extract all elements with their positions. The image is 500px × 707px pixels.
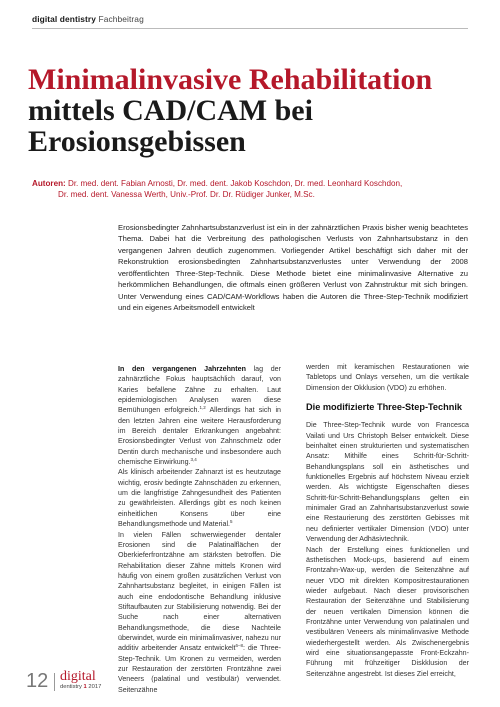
title-line-3: Erosionsgebissen (28, 125, 246, 158)
citation-ref: 6–8 (235, 643, 244, 649)
header-section: Fachbeitrag (98, 14, 144, 24)
header-divider (32, 28, 468, 29)
citation-ref: 5 (230, 519, 233, 525)
paragraph-text: : die Three-Step-Technik. Um Kronen zu vermeiden, werden zur Restauration der zerstörten Frontzähne zwei Veneers (palatinal und vestibulär) verwendet. Seitenzähne (118, 644, 281, 694)
paragraph: werden mit keramischen Restaurationen wie Tabletops und Onlays versehen, um die vertikale Dimension der Okklusion (VDO) zu erhöhen. (306, 363, 469, 392)
paragraph (118, 530, 281, 696)
title-line-1: Minimalinvasive Rehabilitation (28, 63, 433, 96)
paragraph-text: Allerdings hat sich in den letzten Jahren eine weitere Herausforderung im Bereich dentaler Erkrankungen angebahnt: Erosionsbedingter Verlust von Zahnschmelz oder Dentin durch mechanische und insbesondere auch chemische Einwirkung. (118, 406, 282, 467)
article-lead: Erosionsbedingter Zahnhartsubstanzverlust ist ein in der zahnärztlichen Praxis bisher wenig beachtetes Thema. Dabei hat die Verbreitung des pathologischen Verlusts von Zahnhartsubstanz in den vergangenen Jahren deutlich zugenommen. Vorliegender Artikel beschäftigt sich daher mit der Rekonstruktion erosionsbedingten Zahnhartsubstanzverlustes unter Verwendung der 2008 veröffentlichten Three-Step-Technik. Diese Methode bietet eine minimalinvasive Alternative zu herkömmlichen Behandlungen, die oftmals einen größeren Verlust von Zahnstruktur mit sich bringen. Unter Verwendung eines CAD/CAM-Workflows haben die Autoren die Three-Step-Technik modifiziert und ein eigenes Arbeitsmodell entwickelt (118, 223, 468, 313)
authors-line-2: Dr. med. dent. Vanessa Werth, Univ.-Prof. Dr. Dr. Rüdiger Junker, M.Sc. (58, 190, 315, 199)
author-list (32, 178, 472, 200)
logo-word-dentistry (60, 683, 120, 691)
logo-dentistry-text: dentistry (60, 684, 82, 690)
article-title (28, 64, 468, 157)
header-brand: digital dentistry (32, 14, 97, 24)
running-header (32, 14, 144, 24)
citation-ref: 1,2 (199, 405, 206, 411)
paragraph (118, 364, 281, 467)
authors-label: Autoren: (32, 179, 66, 188)
footer-divider (54, 673, 55, 691)
intro-bold-phrase: In den vergangenen Jahrzehnten (118, 365, 246, 373)
section-heading: Die modifizierte Three-Step-Technik (306, 402, 463, 413)
paragraph (118, 467, 281, 529)
body-column-left (118, 364, 281, 695)
magazine-logo (60, 670, 120, 691)
issue-number: 1 (83, 684, 87, 690)
citation-ref: 3,4 (190, 457, 197, 463)
logo-word-digital: digital (60, 669, 96, 684)
body-column-right (306, 362, 469, 679)
paragraph: Nach der Erstellung eines funktionellen und ästhetischen Mock-ups, basierend auf einem Frontzahn-Wax-up, werden die Seitenzähne auf neuer VDO mit direkten Kompositrestaurationen wieder aufgebaut. Nach dieser provisorischen Restauration der Seitenzähne und Stabilisierung der neuen vertikalen Dimension können die Frontzähne unter Verwendung von palatinalen und vestibulären Veneers als minimalinvasive Methode wiederhergestellt werden. Als Zwischenergebnis wird eine situationsangepasste Front-Eckzahn-Führung mit frühzeitiger Diskklusion der Seitenzähne angestrebt. Ist dieses Ziel erreicht, (306, 545, 469, 678)
paragraph-text: lag der zahnärztliche Fokus hauptsächlich darauf, von Karies befallene Zähne zu erhalten. Laut epidemiologischen Analysen waren diese Bemühungen erfolgreich. (118, 365, 281, 415)
authors-line-1: Dr. med. dent. Fabian Arnosti, Dr. med. dent. Jakob Koschdon, Dr. med. Leonhard Koschdon, (67, 179, 403, 188)
page-number: 12 (26, 670, 49, 692)
issue-year: 2017 (88, 684, 102, 690)
paragraph-text: Als klinisch arbeitender Zahnarzt ist es heutzutage wichtig, erosiv bedingte Zahnschäden zu erkennen, um die langfristige Zahngesundheit des Patienten zu gewährleisten. Allerdings gibt es noch keinen einheitlichen Konsens über eine Behandlungsmethode und Material. (118, 468, 281, 529)
title-line-2: mittels CAD/CAM bei (28, 94, 313, 127)
paragraph: Die Three-Step-Technik wurde von Francesca Vailati und Urs Christoph Belser entwickelt. Diese beinhaltet einen strukturierten und systematischen Ansatz: Mithilfe eines Schritt-für-Schritt-Behandlungsplans soll ein ästhetisches und funktionelles Ergebnis auf höchstem Niveau erzielt werden. Als wichtigste Eigenschaften dieses Schritt-für-Schritt-Behandlungsplans gelten ein minimaler Grad an Zahnhartsubstanzverlust sowie eine Restaurierung des zerstörten Gebisses mit neu definierter vertikaler Dimension (VDO) unter Verwendung der Adhäsivtechnik. (306, 421, 469, 544)
paragraph-text: In vielen Fällen schwerwiegender dentaler Erosionen sind die Palatinalflächen der Oberkieferfrontzähne am stärksten betroffen. Die Rehabilitation dieser Zähne mittels Kronen wird häufig von einem großen zusätzlichen Verlust von Zahnhartsubstanz begleitet, in einigen Fällen ist auch eine endodontische Behandlung inklusive Stiftaufbauten zur Stabilisierung notwendig. Bei der Suche nach einer alternativen Behandlungsmethode, die diese Nachteile überwindet, wurde ein minimalinvasiver, nahezu nur additiv arbeitender Ansatz entwickelt (118, 530, 281, 653)
